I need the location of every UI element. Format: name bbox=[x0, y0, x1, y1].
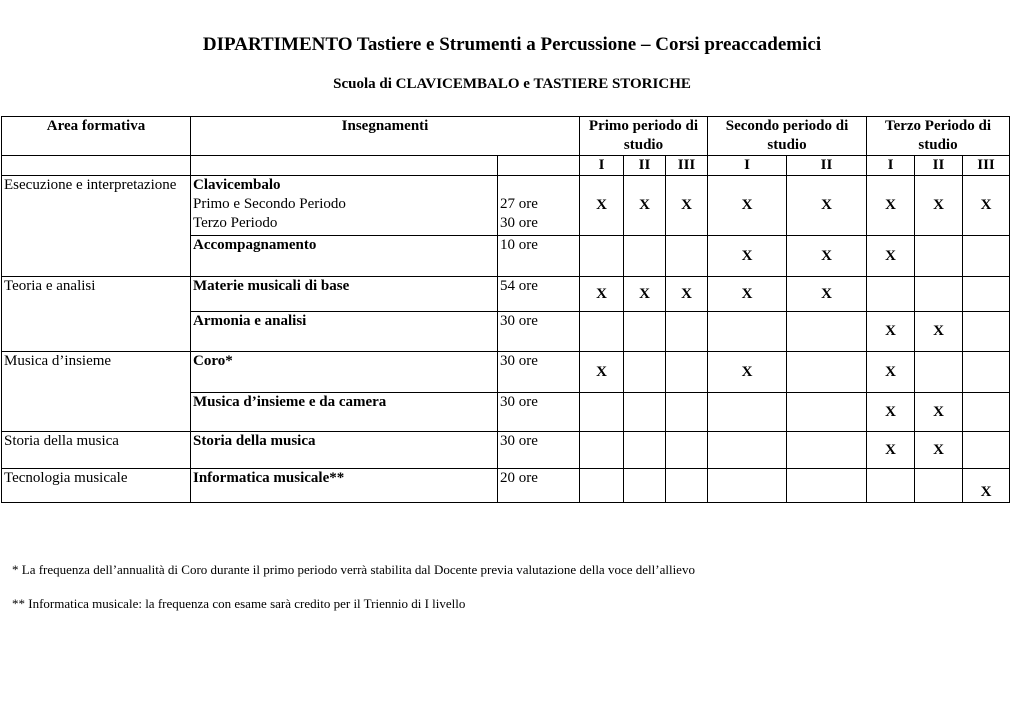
subject-cell: Accompagnamento bbox=[191, 236, 498, 277]
area-cell: Storia della musica bbox=[2, 432, 191, 469]
hours-value: 30 ore bbox=[500, 215, 538, 231]
year-header: II bbox=[915, 156, 963, 176]
mark-cell: X bbox=[915, 393, 963, 432]
mark-cell bbox=[787, 432, 867, 469]
mark-cell bbox=[666, 432, 708, 469]
mark-cell: X bbox=[624, 277, 666, 312]
mark-cell bbox=[708, 393, 787, 432]
mark-cell bbox=[666, 312, 708, 352]
table-row bbox=[2, 432, 1010, 469]
subject-cell: Materie musicali di base bbox=[191, 277, 498, 312]
mark-cell bbox=[708, 432, 787, 469]
mark-cell bbox=[787, 469, 867, 503]
mark-cell bbox=[708, 469, 787, 503]
mark-cell: X bbox=[867, 432, 915, 469]
mark-cell: X bbox=[787, 277, 867, 312]
mark-cell: X bbox=[580, 352, 624, 393]
mark-cell: X bbox=[708, 236, 787, 277]
mark-cell bbox=[624, 393, 666, 432]
mark-cell bbox=[915, 277, 963, 312]
mark-cell bbox=[666, 393, 708, 432]
mark-cell: X bbox=[915, 312, 963, 352]
mark-cell bbox=[708, 312, 787, 352]
mark-cell bbox=[787, 352, 867, 393]
hours-cell: 30 ore bbox=[498, 352, 580, 393]
hours-value: 27 ore bbox=[500, 196, 538, 212]
mark-cell: X bbox=[915, 176, 963, 236]
subject-detail: Terzo Periodo bbox=[193, 215, 278, 231]
subject-detail: Primo e Secondo Periodo bbox=[193, 196, 346, 212]
header-row-years bbox=[2, 156, 1010, 176]
mark-cell bbox=[963, 312, 1010, 352]
table-row bbox=[2, 352, 1010, 393]
subject-cell: Coro* bbox=[191, 352, 498, 393]
mark-cell: X bbox=[787, 176, 867, 236]
mark-cell: X bbox=[867, 236, 915, 277]
header-area: Area formativa bbox=[2, 117, 191, 156]
mark-cell bbox=[787, 312, 867, 352]
table-row bbox=[2, 277, 1010, 312]
subject-cell: Storia della musica bbox=[191, 432, 498, 469]
mark-cell: X bbox=[787, 236, 867, 277]
mark-cell bbox=[963, 236, 1010, 277]
header-blank bbox=[498, 156, 580, 176]
mark-cell bbox=[624, 236, 666, 277]
footnote-coro: * La frequenza dell’annualità di Coro durante il primo periodo verrà stabilita dal Docente previa valutazione della voce dell’allievo bbox=[12, 562, 695, 577]
subject-cell: Musica d’insieme e da camera bbox=[191, 393, 498, 432]
mark-cell bbox=[963, 393, 1010, 432]
mark-cell: X bbox=[867, 352, 915, 393]
header-row-periods bbox=[2, 117, 1010, 156]
subject-cell: Informatica musicale** bbox=[191, 469, 498, 503]
mark-cell bbox=[666, 352, 708, 393]
header-insegnamenti: Insegnamenti bbox=[191, 117, 580, 156]
mark-cell bbox=[787, 393, 867, 432]
mark-cell: X bbox=[624, 176, 666, 236]
hours-cell: 54 ore bbox=[498, 277, 580, 312]
mark-cell bbox=[580, 236, 624, 277]
hours-cell: 30 ore bbox=[498, 312, 580, 352]
year-header: III bbox=[963, 156, 1010, 176]
header-terzo-periodo: Terzo Periodo di studio bbox=[867, 117, 1010, 156]
mark-cell bbox=[666, 236, 708, 277]
mark-cell bbox=[963, 432, 1010, 469]
mark-cell bbox=[915, 352, 963, 393]
mark-cell: X bbox=[580, 277, 624, 312]
mark-cell: X bbox=[867, 393, 915, 432]
mark-cell: X bbox=[666, 176, 708, 236]
subject-name: Clavicembalo bbox=[193, 177, 281, 193]
subject-cell: Armonia e analisi bbox=[191, 312, 498, 352]
area-cell: Musica d’insieme bbox=[2, 352, 191, 432]
mark-cell bbox=[624, 432, 666, 469]
year-header: I bbox=[867, 156, 915, 176]
mark-cell: X bbox=[867, 176, 915, 236]
mark-cell bbox=[963, 352, 1010, 393]
mark-cell: X bbox=[708, 176, 787, 236]
mark-cell bbox=[580, 393, 624, 432]
mark-cell: X bbox=[666, 277, 708, 312]
document-subtitle: Scuola di CLAVICEMBALO e TASTIERE STORICHE bbox=[333, 76, 691, 92]
subject-cell bbox=[191, 176, 498, 236]
mark-cell: X bbox=[867, 312, 915, 352]
year-header: II bbox=[624, 156, 666, 176]
mark-cell bbox=[580, 469, 624, 503]
hours-cell: 10 ore bbox=[498, 236, 580, 277]
year-header: III bbox=[666, 156, 708, 176]
mark-cell: X bbox=[580, 176, 624, 236]
mark-cell: X bbox=[915, 432, 963, 469]
year-header: I bbox=[580, 156, 624, 176]
mark-cell bbox=[624, 352, 666, 393]
mark-cell: X bbox=[708, 277, 787, 312]
area-cell: Tecnologia musicale bbox=[2, 469, 191, 503]
mark-cell bbox=[867, 469, 915, 503]
hours-cell bbox=[498, 176, 580, 236]
mark-cell bbox=[915, 236, 963, 277]
footnote-informatica: ** Informatica musicale: la frequenza con esame sarà credito per il Triennio di I livello bbox=[12, 596, 466, 611]
header-primo-periodo: Primo periodo di studio bbox=[580, 117, 708, 156]
mark-cell: X bbox=[708, 352, 787, 393]
table-row bbox=[2, 469, 1010, 503]
mark-cell bbox=[624, 312, 666, 352]
mark-cell bbox=[963, 277, 1010, 312]
table-row bbox=[2, 176, 1010, 236]
course-table bbox=[1, 116, 1010, 503]
mark-cell bbox=[580, 312, 624, 352]
hours-cell: 30 ore bbox=[498, 432, 580, 469]
mark-cell bbox=[915, 469, 963, 503]
mark-cell: X bbox=[963, 469, 1010, 503]
mark-cell bbox=[666, 469, 708, 503]
document-title: DIPARTIMENTO Tastiere e Strumenti a Percussione – Corsi preaccademici bbox=[202, 34, 822, 55]
hours-cell: 20 ore bbox=[498, 469, 580, 503]
area-cell: Esecuzione e interpretazione bbox=[2, 176, 191, 277]
year-header: II bbox=[787, 156, 867, 176]
header-blank bbox=[191, 156, 498, 176]
header-blank bbox=[2, 156, 191, 176]
area-cell: Teoria e analisi bbox=[2, 277, 191, 352]
year-header: I bbox=[708, 156, 787, 176]
mark-cell bbox=[624, 469, 666, 503]
header-secondo-periodo: Secondo periodo di studio bbox=[708, 117, 867, 156]
mark-cell: X bbox=[963, 176, 1010, 236]
mark-cell bbox=[580, 432, 624, 469]
hours-cell: 30 ore bbox=[498, 393, 580, 432]
mark-cell bbox=[867, 277, 915, 312]
